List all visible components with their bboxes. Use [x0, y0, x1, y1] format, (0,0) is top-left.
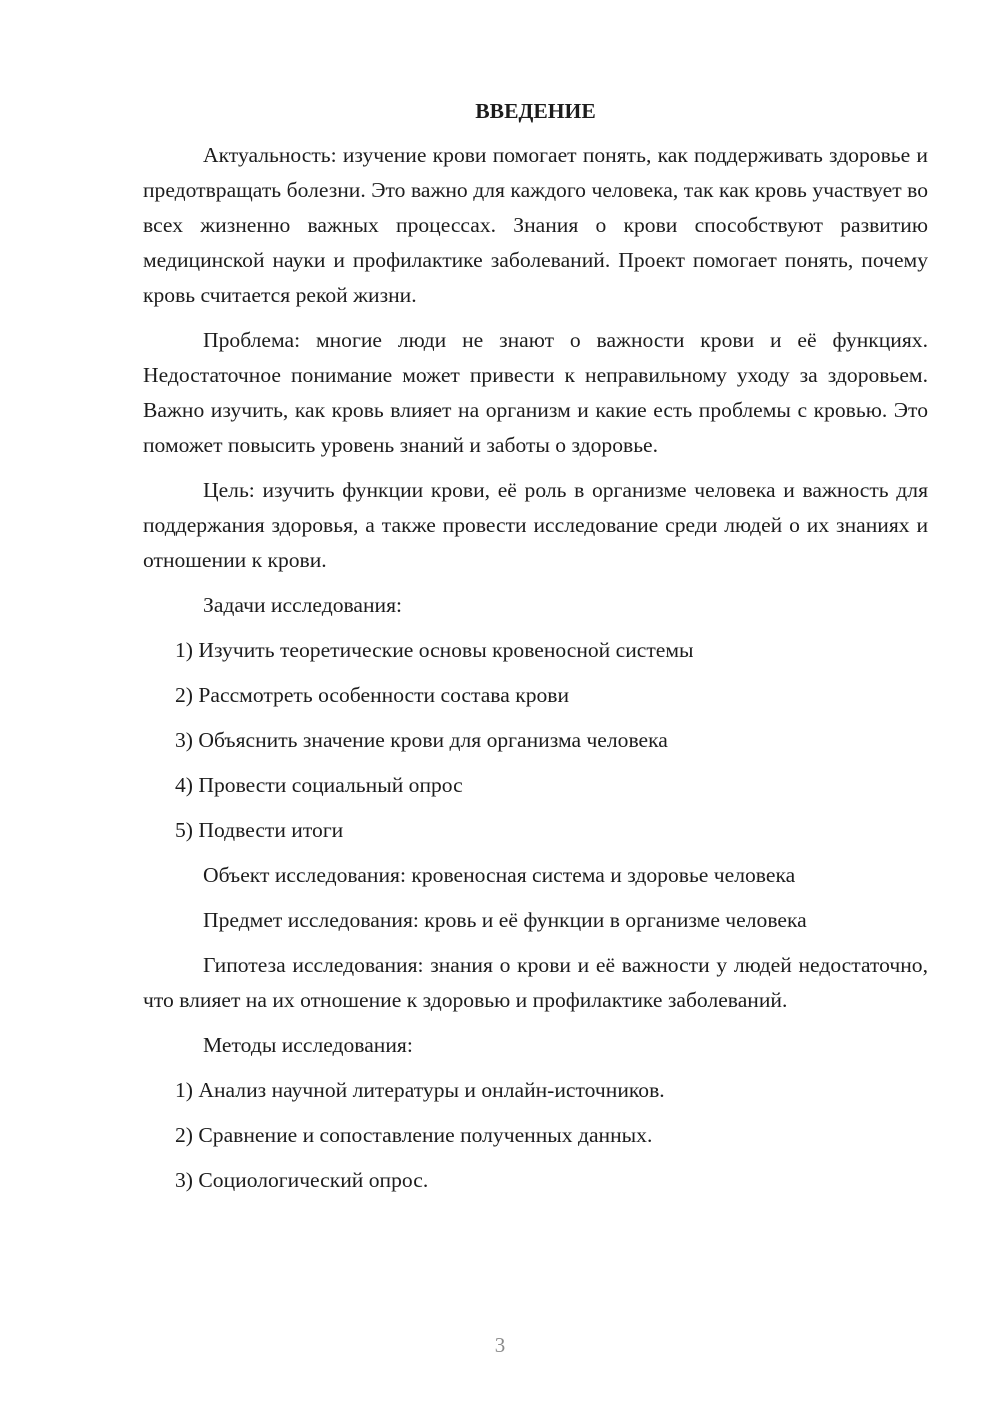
tasks-list [143, 633, 928, 848]
problem-paragraph: Проблема: многие люди не знают о важности крови и её функциях. Недостаточное понимание может привести к неправильному уходу за здоровьем. Важно изучить, как кровь влияет на организм и какие есть проблемы с кровью. Это поможет повысить уровень знаний и заботы о здоровье. [143, 328, 928, 457]
list-item: 1) Изучить теоретические основы кровеносной системы [175, 638, 694, 662]
subject-paragraph: Предмет исследования: кровь и её функции в организме человека [203, 908, 807, 932]
object-paragraph: Объект исследования: кровеносная система и здоровье человека [203, 863, 796, 887]
document-body [143, 94, 928, 1208]
methods-list [143, 1073, 928, 1198]
relevance-paragraph: Актуальность: изучение крови помогает понять, как поддерживать здоровье и предотвращать болезни. Это важно для каждого человека, так как кровь участвует во всех жизненно важных процессах. Знания о крови способствуют развитию медицинской науки и профилактике заболеваний. Проект помогает понять, почему кровь считается рекой жизни. [143, 143, 928, 307]
tasks-heading: Задачи исследования: [203, 593, 403, 617]
list-item: 2) Рассмотреть особенности состава крови [175, 683, 570, 707]
list-item: 3) Социологический опрос. [175, 1168, 429, 1192]
list-item: 4) Провести социальный опрос [175, 773, 463, 797]
list-item: 1) Анализ научной литературы и онлайн-источников. [175, 1078, 665, 1102]
list-item: 3) Объяснить значение крови для организма человека [175, 728, 668, 752]
goal-paragraph: Цель: изучить функции крови, её роль в организме человека и важность для поддержания здоровья, а также провести исследование среди людей о их знаниях и отношении к крови. [143, 478, 928, 572]
list-item: 2) Сравнение и сопоставление полученных данных. [175, 1123, 653, 1147]
section-title: ВВЕДЕНИЕ [475, 99, 596, 123]
list-item: 5) Подвести итоги [175, 818, 344, 842]
page-number: 3 [494, 1333, 506, 1357]
methods-heading: Методы исследования: [203, 1033, 413, 1057]
hypothesis-paragraph: Гипотеза исследования: знания о крови и её важности у людей недостаточно, что влияет на их отношение к здоровью и профилактике заболеваний. [143, 953, 928, 1012]
